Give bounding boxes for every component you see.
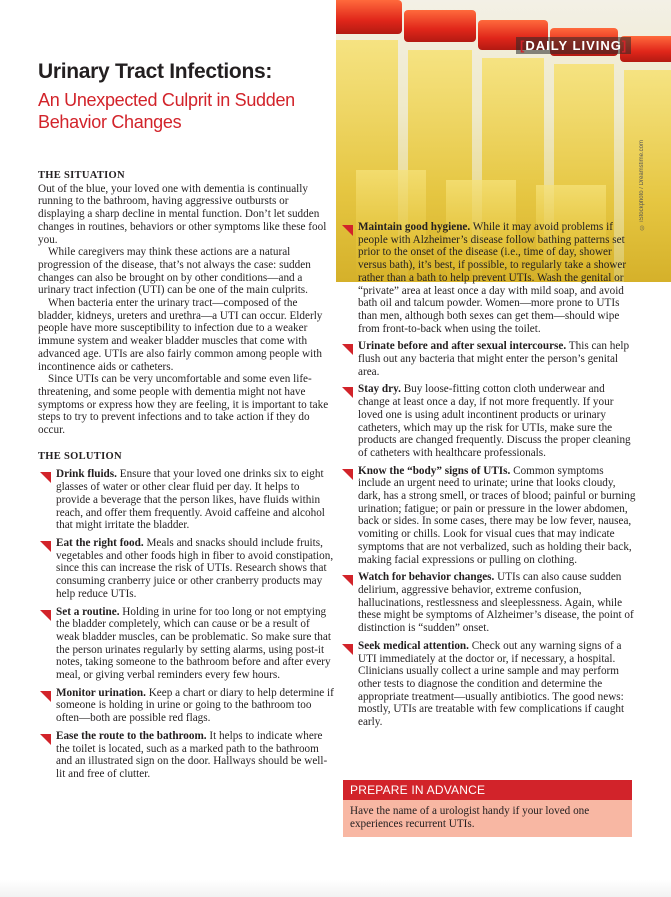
tip-hygiene xyxy=(340,221,636,335)
situation-paragraph: While caregivers may think these actions are a natural progression of the disease, that’s not always the case: sudden changes can also be brought on by other conditions—and a urinary tract infection (UTI) can be one of the main culprits. xyxy=(38,246,311,297)
right-column xyxy=(340,221,636,734)
section-banner xyxy=(516,37,631,54)
banner-label: DAILY LIVING xyxy=(525,38,622,53)
solution-heading: THE SOLUTION xyxy=(38,450,122,462)
tip-drink-fluids xyxy=(38,468,334,532)
tip-urinate-intercourse xyxy=(340,340,636,378)
page-title: Urinary Tract Infections: xyxy=(38,60,273,83)
banner-close-bracket: ] xyxy=(621,38,628,53)
tip-text: UTIs can also cause sudden delirium, aggressive behavior, extreme confusion, hallucinations, restlessness and sleeplessness. Again, while these might be symptoms of Alzheimer’s disease, the point of distinction is “sudden” onset. xyxy=(358,571,634,635)
tip-text: Keep a chart or diary to help determine if someone is holding in urine or going to the bathroom too often—both are possible red flags. xyxy=(56,686,334,725)
red-triangle-bullet-icon xyxy=(342,469,353,480)
tip-text: This can help flush out any bacteria that might enter the person’s genital area. xyxy=(358,340,630,378)
tip-text: Ensure that your loved one drinks six to eight glasses of water or other clear fluid per day. It helps to provide a beverage that the person likes, have fluids within reach, and offer them frequently. Avoid caffeine and alcohol that might irritate the bladder. xyxy=(56,468,325,532)
tip-lead: Stay dry. xyxy=(358,383,401,396)
red-triangle-bullet-icon xyxy=(40,472,51,483)
tip-lead: Ease the route to the bathroom. xyxy=(56,729,207,742)
tip-lead: Seek medical attention. xyxy=(358,639,469,652)
tip-text: Common symptoms include an urgent need to urinate; urine that looks cloudy, dark, has a strong smell, or traces of blood; painful or burning urination; fatigue; or pain or pressure in the lower abdomen, back or sides. In some cases, there may be low fever, nausea, vomiting or chills. Look for visual cues that may indicate symptoms that are not verbalized, such as holding their back, making facial expressions or pulling on clothing. xyxy=(358,464,636,566)
tip-medical-attention xyxy=(340,640,636,729)
tip-behavior-changes xyxy=(340,571,636,635)
tip-monitor-urination xyxy=(38,687,334,725)
red-triangle-bullet-icon xyxy=(40,691,51,702)
tip-lead: Know the “body” signs of UTIs. xyxy=(358,464,511,477)
tip-ease-route xyxy=(38,730,334,781)
tip-lead: Eat the right food. xyxy=(56,536,144,549)
left-column xyxy=(38,170,334,786)
situation-paragraph: Out of the blue, your loved one with dementia is continually running to the bathroom, having aggressive outbursts or displaying a sharp decline in mental function. Don’t let sudden changes in routines, behaviors or other symptoms like these fool you. xyxy=(38,182,327,246)
red-triangle-bullet-icon xyxy=(40,734,51,745)
red-triangle-bullet-icon xyxy=(40,610,51,621)
prepare-callout xyxy=(343,780,632,837)
red-triangle-bullet-icon xyxy=(342,387,353,398)
red-triangle-bullet-icon xyxy=(342,225,353,236)
red-triangle-bullet-icon xyxy=(342,344,353,355)
tip-text: Meals and snacks should include fruits, vegetables and other foods high in fiber to avoid constipation, since this can increase the risk of UTIs. Research shows that consuming cranberry juice or other cranberry products may help reduce UTIs. xyxy=(56,536,334,600)
tip-lead: Urinate before and after sexual intercourse. xyxy=(358,340,567,353)
tip-stay-dry xyxy=(340,383,636,459)
tip-text: Buy loose-fitting cotton cloth underwear and change at least once a day, if not more frequently. If your loved one is using adult incontinent products or urinary catheters, which may up the risk for UTIs, make sure the products are changed frequently. Discuss the proper cleaning of catheters with healthcare professionals. xyxy=(358,383,631,459)
tip-lead: Set a routine. xyxy=(56,605,120,618)
page-subtitle: An Unexpected Culprit in Sudden Behavior Changes xyxy=(38,90,295,132)
situation-paragraph: When bacteria enter the urinary tract—composed of the bladder, kidneys, ureters and urethra—a UTI can occur. Elderly people have more susceptibility to infection due to a weaker immune system and weaker bladder muscles that come with advanced age. UTIs are also fairly common among people with incontinence aids or catheters. xyxy=(38,297,323,373)
page-bottom-strip xyxy=(0,880,671,897)
prepare-text: Have the name of a urologist handy if your loved one experiences recurrent UTIs. xyxy=(343,800,632,837)
tip-body-signs xyxy=(340,465,636,567)
tip-text: While it may avoid problems if people with Alzheimer’s disease follow bathing patterns set prior to the onset of the disease (i.e., time of day, shower versus bath), it’s best, if possible, to regularly take a shower rather than a bath to help prevent UTIs. Wash the genital or “private” area at least once a day with mild soap, and avoid bath oil and talcum powder. Women—more prone to UTIs than men, although both sexes can get them—should wipe from front-to-back when using the toilet. xyxy=(358,221,627,335)
situation-paragraph: Since UTIs can be very uncomfortable and some even life-threatening, and some people with dementia might not have symptoms or express how they are feeling, it is important to take steps to try to prevent infections and to take action if they do occur. xyxy=(38,373,329,437)
tip-lead: Monitor urination. xyxy=(56,686,146,699)
tip-eat-right-food xyxy=(38,537,334,601)
tip-lead: Watch for behavior changes. xyxy=(358,571,495,584)
red-triangle-bullet-icon xyxy=(40,541,51,552)
tip-text: Holding in urine for too long or not emptying the bladder completely, which can cause or be a result of weak bladder muscles, can be problematic. So make sure that the person urinates regularly by setting alarms, using post-it notes, taking someone to the bathroom before and after every meal, or giving verbal reminders every few hours. xyxy=(56,605,331,682)
prepare-heading: PREPARE IN ADVANCE xyxy=(343,780,632,800)
red-triangle-bullet-icon xyxy=(342,644,353,655)
situation-heading: THE SITUATION xyxy=(38,170,125,181)
photo-credit: © iStockphoto / Dreamstime.com xyxy=(639,140,645,230)
tip-text: It helps to indicate where the toilet is located, such as a marked path to the bathroom and an illustrated sign on the door. Hallways should be well-lit and free of clutter. xyxy=(56,729,328,780)
tip-lead: Drink fluids. xyxy=(56,468,117,481)
tip-lead: Maintain good hygiene. xyxy=(358,221,471,233)
red-triangle-bullet-icon xyxy=(342,575,353,586)
tip-text: Check out any warning signs of a UTI immediately at the doctor or, if necessary, a hospital. Clinicians usually collect a urine sample and may perform other tests to diagnose the condition and determine the appropriate treatment—usually antibiotics. The good news: mostly, UTIs are treatable with few complications if caught early. xyxy=(358,639,625,729)
banner-open-bracket: [ xyxy=(520,38,526,53)
tip-set-routine xyxy=(38,606,334,682)
